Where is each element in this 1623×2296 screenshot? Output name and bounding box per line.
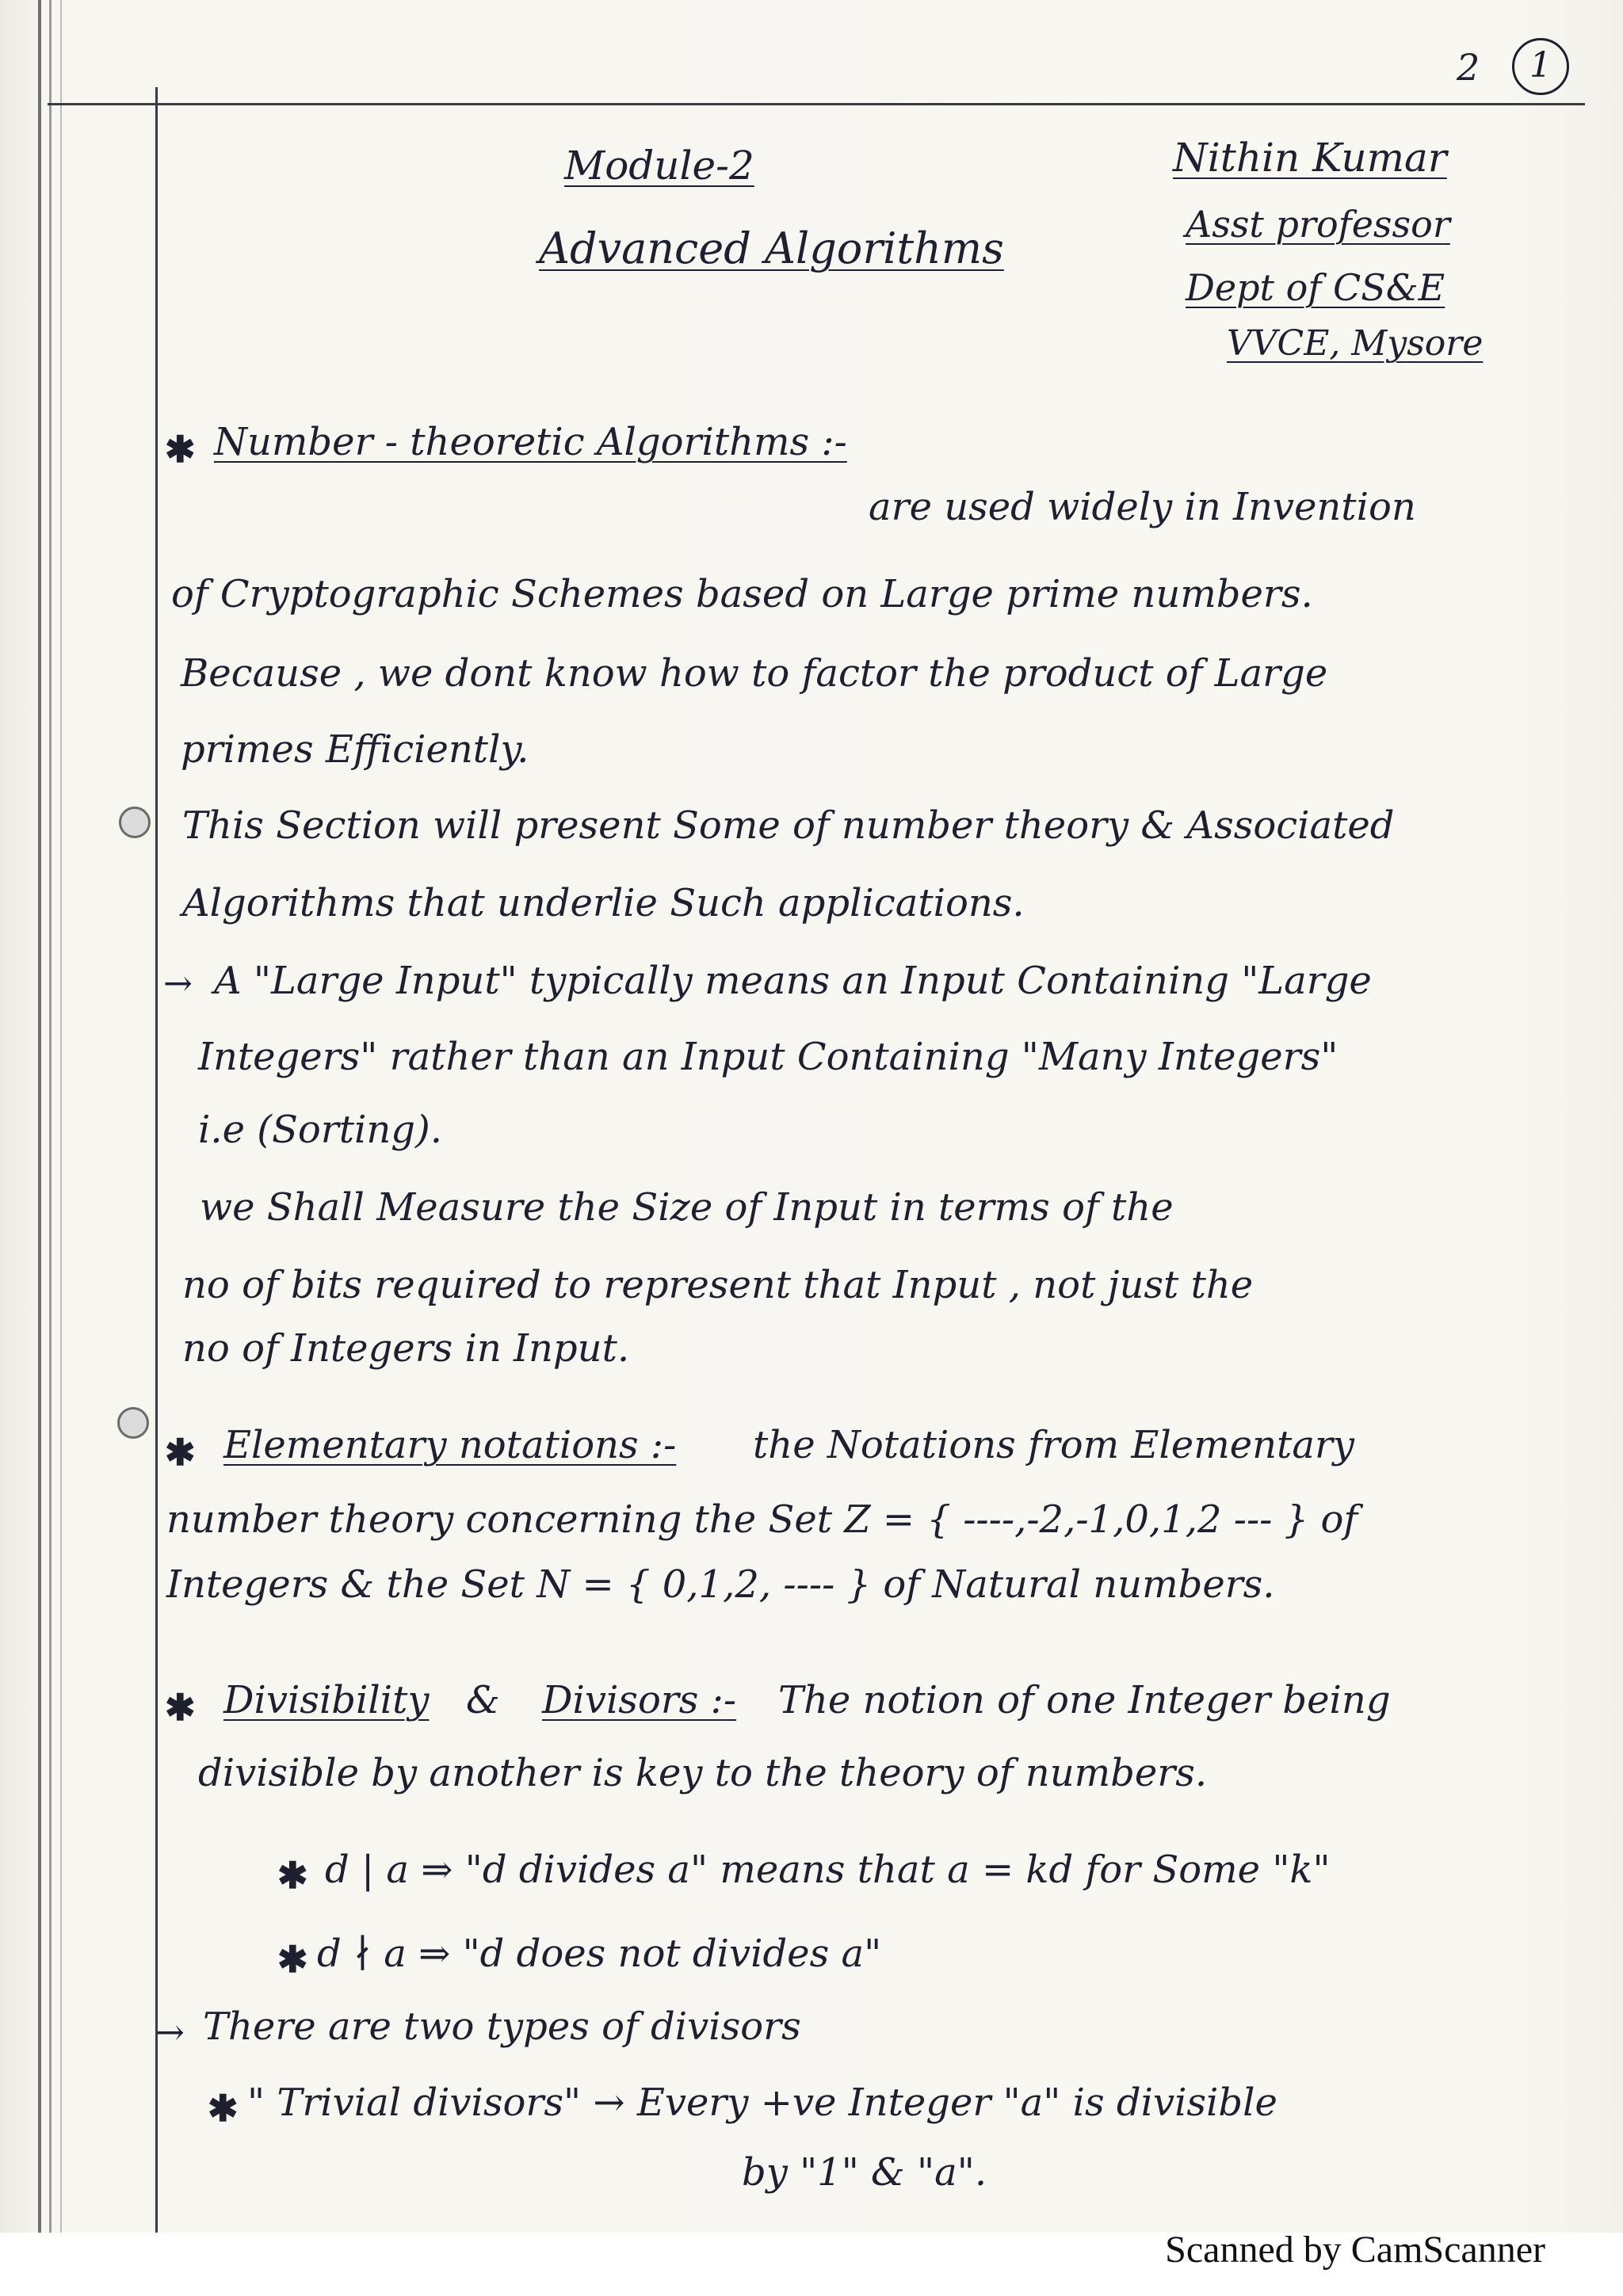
definition-line: d ∤ a ⇒ "d does not divides a" <box>317 1932 882 1976</box>
course-title: Advanced Algorithms <box>539 223 1004 273</box>
section-heading: Number - theoretic Algorithms :- <box>214 420 847 464</box>
section-heading: Divisors :- <box>542 1678 737 1722</box>
circled-page-number <box>1512 38 1569 95</box>
definition-line: d | a ⇒ "d divides a" means that a = kd for Some "k" <box>325 1848 1331 1892</box>
arrow-icon: → <box>155 2012 185 2053</box>
text-line: no of bits required to represent that Input , not just the <box>182 1263 1254 1307</box>
header-rule <box>48 103 1585 105</box>
module-title: Module-2 <box>564 143 754 189</box>
binder-clip-icon <box>119 807 151 838</box>
binder-edge <box>49 0 52 2242</box>
bullet-star: ✱ <box>165 428 196 471</box>
margin-rule <box>155 87 158 2242</box>
section-heading: Elementary notations :- <box>223 1423 677 1467</box>
bullet-star: ✱ <box>277 1938 308 1981</box>
text-line: divisible by another is key to the theory of numbers. <box>198 1751 1208 1795</box>
text-line: Algorithms that underlie Such applications. <box>182 881 1025 925</box>
text-line: by "1" & "a". <box>742 2150 987 2195</box>
text-line: the Notations from Elementary <box>753 1423 1354 1467</box>
binder-edge <box>60 0 62 2242</box>
text-line: are used widely in Invention <box>869 485 1416 529</box>
arrow-icon: → <box>163 963 193 1004</box>
author-org: VVCE, Mysore <box>1227 323 1484 364</box>
text-line: of Cryptographic Schemes based on Large prime numbers. <box>171 572 1313 616</box>
text-line: number theory concerning the Set Z = { ----,-2,-1,0,1,2 --- } of <box>166 1497 1358 1542</box>
bullet-star: ✱ <box>277 1854 308 1897</box>
circled-number-text: 1 <box>1529 45 1552 86</box>
author-name: Nithin Kumar <box>1173 135 1447 181</box>
author-role: Asst professor <box>1186 203 1450 246</box>
text-line: Integers" rather than an Input Containing "Many Integers" <box>198 1035 1338 1079</box>
text-line: primes Efficiently. <box>181 727 529 772</box>
bullet-star: ✱ <box>165 1686 196 1729</box>
text-line: There are two types of divisors <box>203 2004 801 2049</box>
text-line: This Section will present Some of number theory & Associated <box>182 803 1395 848</box>
text-line: A "Large Input" typically means an Input Containing "Large <box>214 959 1372 1003</box>
text-line: i.e (Sorting). <box>198 1108 442 1152</box>
author-dept: Dept of CS&E <box>1186 266 1445 309</box>
text-line: we Shall Measure the Size of Input in terms of the <box>200 1185 1174 1230</box>
text-line: " Trivial divisors" → Every +ve Integer "a" is divisible <box>247 2081 1277 2125</box>
binder-clip-icon <box>117 1407 149 1439</box>
scanner-watermark: Scanned by CamScanner <box>1165 2229 1545 2271</box>
page-number: 2 <box>1457 46 1480 89</box>
text-line: The notion of one Integer being <box>778 1678 1391 1722</box>
section-heading: Divisibility <box>223 1678 430 1722</box>
text-line: no of Integers in Input. <box>182 1326 630 1371</box>
ampersand: & <box>466 1678 500 1722</box>
text-line: Integers & the Set N = { 0,1,2, ---- } of Natural numbers. <box>166 1562 1275 1607</box>
binder-edge <box>38 0 41 2242</box>
bullet-star: ✱ <box>165 1431 196 1474</box>
bullet-star: ✱ <box>208 2087 239 2130</box>
text-line: Because , we dont know how to factor the product of Large <box>181 651 1328 696</box>
